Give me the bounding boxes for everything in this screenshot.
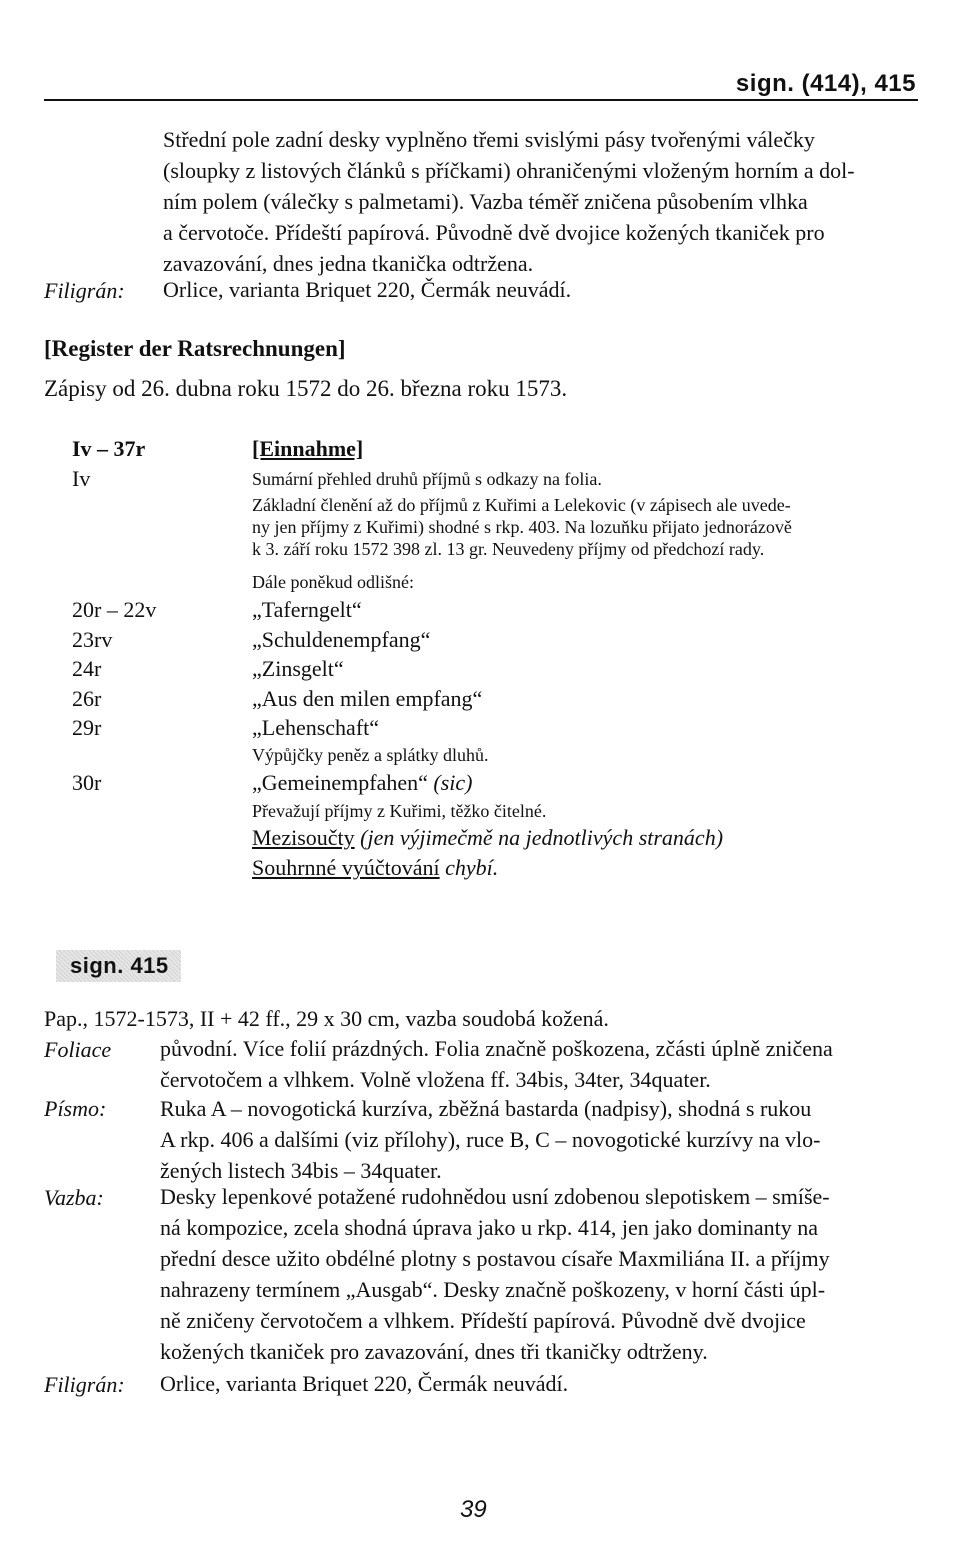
text-line: přední desce užito obdélné plotny s postavou císaře Maxmiliána II. a příjmy [160,1246,830,1271]
item-folio: 26r [72,686,102,711]
text-line: nahrazeny termínem „Ausgab“. Desky značně poškozeny, v horní části úpl- [160,1277,826,1302]
item-title-text: „Gemeinempfahen“ [252,770,428,795]
watermark-label: Filigrán: [44,278,125,303]
summary-account-line [252,855,498,881]
subtotals-label: Mezisoučty [252,825,355,850]
sic-note: (sic) [433,770,473,795]
item-title: „Aus den milen empfang“ [252,686,483,711]
text-line: Střední pole zadní desky vyplněno třemi svislými pásy tvořenými válečky [163,127,815,152]
text-line: (sloupky z listových článků s příčkami) ohraničenými vloženým horním a dol- [163,158,855,183]
item-note: Výpůjčky peněz a splátky dluhů. [252,745,489,765]
item-title: „Zinsgelt“ [252,656,344,681]
text-line: ná kompozice, zcela shodná úprava jako u rkp. 414, jen jako dominanty na [160,1215,818,1240]
binding-text [160,1181,918,1367]
contents-further: Dále poněkud odlišné: [252,572,414,592]
text-line: k 3. září roku 1572 398 zl. 13 gr. Neuvedeny příjmy od předchozí rady. [252,539,765,559]
item-folio: 20r – 22v [72,597,157,622]
script-label: Písmo: [44,1096,107,1121]
header-rule [44,99,918,101]
item-title: „Lehenschaft“ [252,715,380,740]
text-line: Základní členění až do příjmů z Kuřimi a Lelekovic (v zápisech ale uvede- [252,495,791,515]
subtotals-note: (jen výjimečmě na jednotlivých stranách) [360,825,724,850]
text-line: Desky lepenkové potažené rudohnědou usní zdobenou slepotiskem – smíše- [160,1184,830,1209]
text-line: zavazování, dnes jedna tkanička odtržena. [163,251,534,276]
subtotals-line [252,825,723,851]
physical-description: Pap., 1572-1573, II + 42 ff., 29 x 30 cm, vazba soudobá kožená. [44,1006,609,1031]
contents-summary: Sumární přehled druhů příjmů s odkazy na folia. [252,469,602,489]
text-line: A rkp. 406 a dalšími (viz přílohy), ruce B, C – novogotické kurzívy na vlo- [160,1127,821,1152]
item-folio: 30r [72,770,102,795]
folio-range: Iv – 37r [72,436,146,461]
foliation-text [160,1033,918,1095]
item-folio: 24r [72,656,102,681]
item-title: „Taferngelt“ [252,597,362,622]
watermark-value: Orlice, varianta Briquet 220, Čermák neuvádí. [163,277,572,302]
section-dates: Zápisy od 26. dubna roku 1572 do 26. března roku 1573. [44,376,568,401]
watermark-label: Filigrán: [44,1372,125,1397]
binding-label: Vazba: [44,1185,104,1210]
text-line: ny jen příjmy z Kuřimi) shodné s rkp. 403. Na lozuňku přijato jednorázově [252,517,792,537]
item-note: Převažují příjmy z Kuřimi, těžko čitelné. [252,801,547,821]
contents-detail [252,494,792,560]
folio-label: Iv [72,466,91,491]
text-line: původní. Více folií prázdných. Folia značně poškozena, zčásti úplně zničena [160,1036,833,1061]
item-folio: 29r [72,715,102,740]
foliation-label: Foliace [44,1037,112,1062]
text-line: kožených tkaniček pro zavazování, dnes tři tkaničky odtrženy. [160,1339,708,1364]
summary-account-note: chybí. [445,855,499,880]
text-line: ním polem (válečky s palmetami). Vazba téměř zničena působením vlhka [163,189,808,214]
section-title: [Register der Ratsrechnungen] [44,336,346,361]
running-head: sign. (414), 415 [735,70,916,97]
item-title [252,770,473,796]
text-line: ně zničeny červotočem a vlhkem. Přídeští papírová. Původně dvě dvojice [160,1308,806,1333]
text-line: a červotoče. Přídeští papírová. Původně dvě dvojice kožených tkaniček pro [163,220,825,245]
binding-description-continued [163,124,919,279]
script-text [160,1093,918,1186]
item-title: „Schuldenempfang“ [252,627,431,652]
page-number: 39 [460,1496,487,1523]
summary-account-label: Souhrnné vyúčtování [252,855,440,880]
contents-heading: [Einnahme] [252,436,364,461]
item-folio: 23rv [72,627,113,652]
text-line: červotočem a vlhkem. Volně vložena ff. 34bis, 34ter, 34quater. [160,1067,711,1092]
text-line: Ruka A – novogotická kurzíva, zběžná bastarda (nadpisy), shodná s rukou [160,1096,812,1121]
text-line: žených listech 34bis – 34quater. [160,1158,442,1183]
watermark-value: Orlice, varianta Briquet 220, Čermák neuvádí. [160,1371,569,1396]
shelfmark-heading: sign. 415 [56,950,181,982]
